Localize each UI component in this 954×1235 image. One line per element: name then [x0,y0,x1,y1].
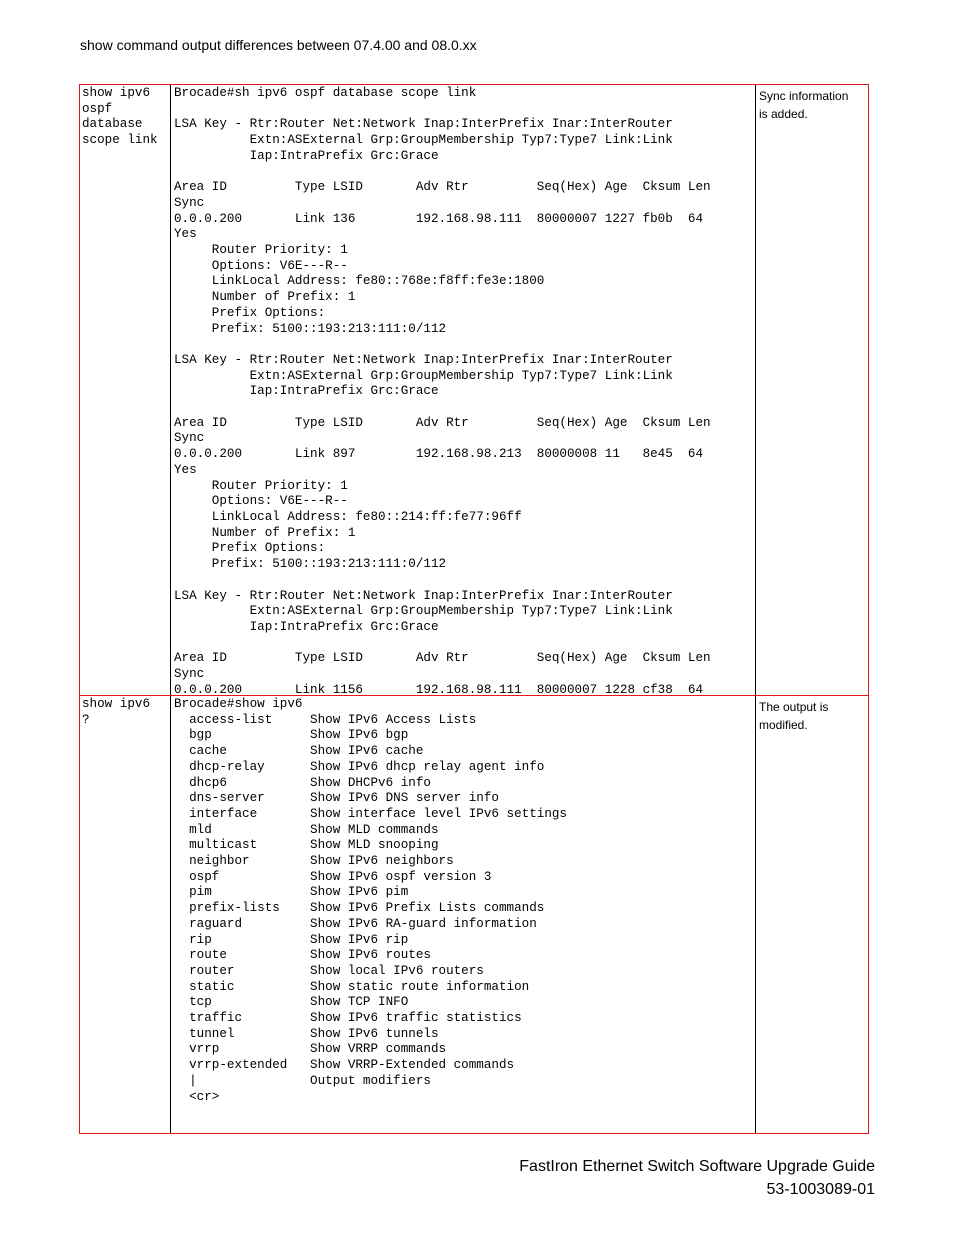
table-row [80,695,868,1133]
command-text: show ipv6 ? [82,697,151,727]
note-cell [756,696,868,1133]
page-header: show command output differences between 07.4.00 and 08.0.xx [80,37,477,53]
doc-number: 53-1003089-01 [766,1181,875,1198]
command-cell [80,696,171,1133]
output-text: Brocade#show ipv6 access-list Show IPv6 Access Lists bgp Show IPv6 bgp cache Show IPv6 cache dhcp-relay Show IPv6 dhcp relay agent info dhcp6 Show DHCPv6 info dns-server Show IPv6 DNS server info interface Show interface level IPv6 settings mld Show MLD commands multicast Show MLD snooping neighbor Show IPv6 neighbors ospf Show IPv6 ospf version 3 pim Show IPv6 pim prefix-lists Show IPv6 Prefix Lists commands raguard Show IPv6 RA-guard information rip Show IPv6 rip route Show IPv6 routes router Show local IPv6 routers static Show static route information tcp Show TCP INFO traffic Show IPv6 traffic statistics tunnel Show IPv6 tunnels vrrp Show VRRP commands vrrp-extended Show VRRP-Extended commands | Output modifiers <cr> [174,697,567,1104]
note-cell [756,85,868,695]
command-cell [80,85,171,695]
differences-table [79,84,869,1134]
command-text: show ipv6 ospf database scope link [82,86,158,148]
output-text: Brocade#sh ipv6 ospf database scope link LSA Key - Rtr:Router Net:Network Inap:InterPrefix Inar:InterRouter Extn:ASExternal Grp:GroupMembership Typ7:Type7 Link:Link Iap:IntraPrefix Grc:Grace Area ID Type LSID Adv Rtr Seq(Hex) Age Cksum Len Sync 0.0.0.200 Link 136 192.168.98.111 80000007 1227 fb0b 64 Yes Router Priority: 1 Options: V6E---R-- LinkLocal Address: fe80::768e:f8ff:fe3e:1800 Number of Prefix: 1 Prefix Options: Prefix: 5100::193:213:111:0/112 LSA Key - Rtr:Router Net:Network Inap:InterPrefix Inar:InterRouter Extn:ASExternal Grp:GroupMembership Typ7:Type7 Link:Link Iap:IntraPrefix Grc:Grace Area ID Type LSID Adv Rtr Seq(Hex) Age Cksum Len Sync 0.0.0.200 Link 897 192.168.98.213 80000008 11 8e45 64 Yes Router Priority: 1 Options: V6E---R-- LinkLocal Address: fe80::214:ff:fe77:96ff Number of Prefix: 1 Prefix Options: Prefix: 5100::193:213:111:0/112 LSA Key - Rtr:Router Net:Network Inap:InterPrefix Inar:InterRouter Extn:ASExternal Grp:GroupMembership Typ7:Type7 Link:Link Iap:IntraPrefix Grc:Grace Area ID Type LSID Adv Rtr Seq(Hex) Age Cksum Len Sync 0.0.0.200 Link 1156 192.168.98.111 80000007 1228 cf38 64 [174,86,711,695]
note-text: The output is modified. [759,700,829,732]
note-text: Sync information is added. [759,89,849,121]
guide-title: FastIron Ethernet Switch Software Upgrade Guide [519,1158,875,1175]
table-row [80,85,868,695]
page-footer [519,1155,875,1201]
output-cell [171,696,756,1133]
output-cell [171,85,756,695]
